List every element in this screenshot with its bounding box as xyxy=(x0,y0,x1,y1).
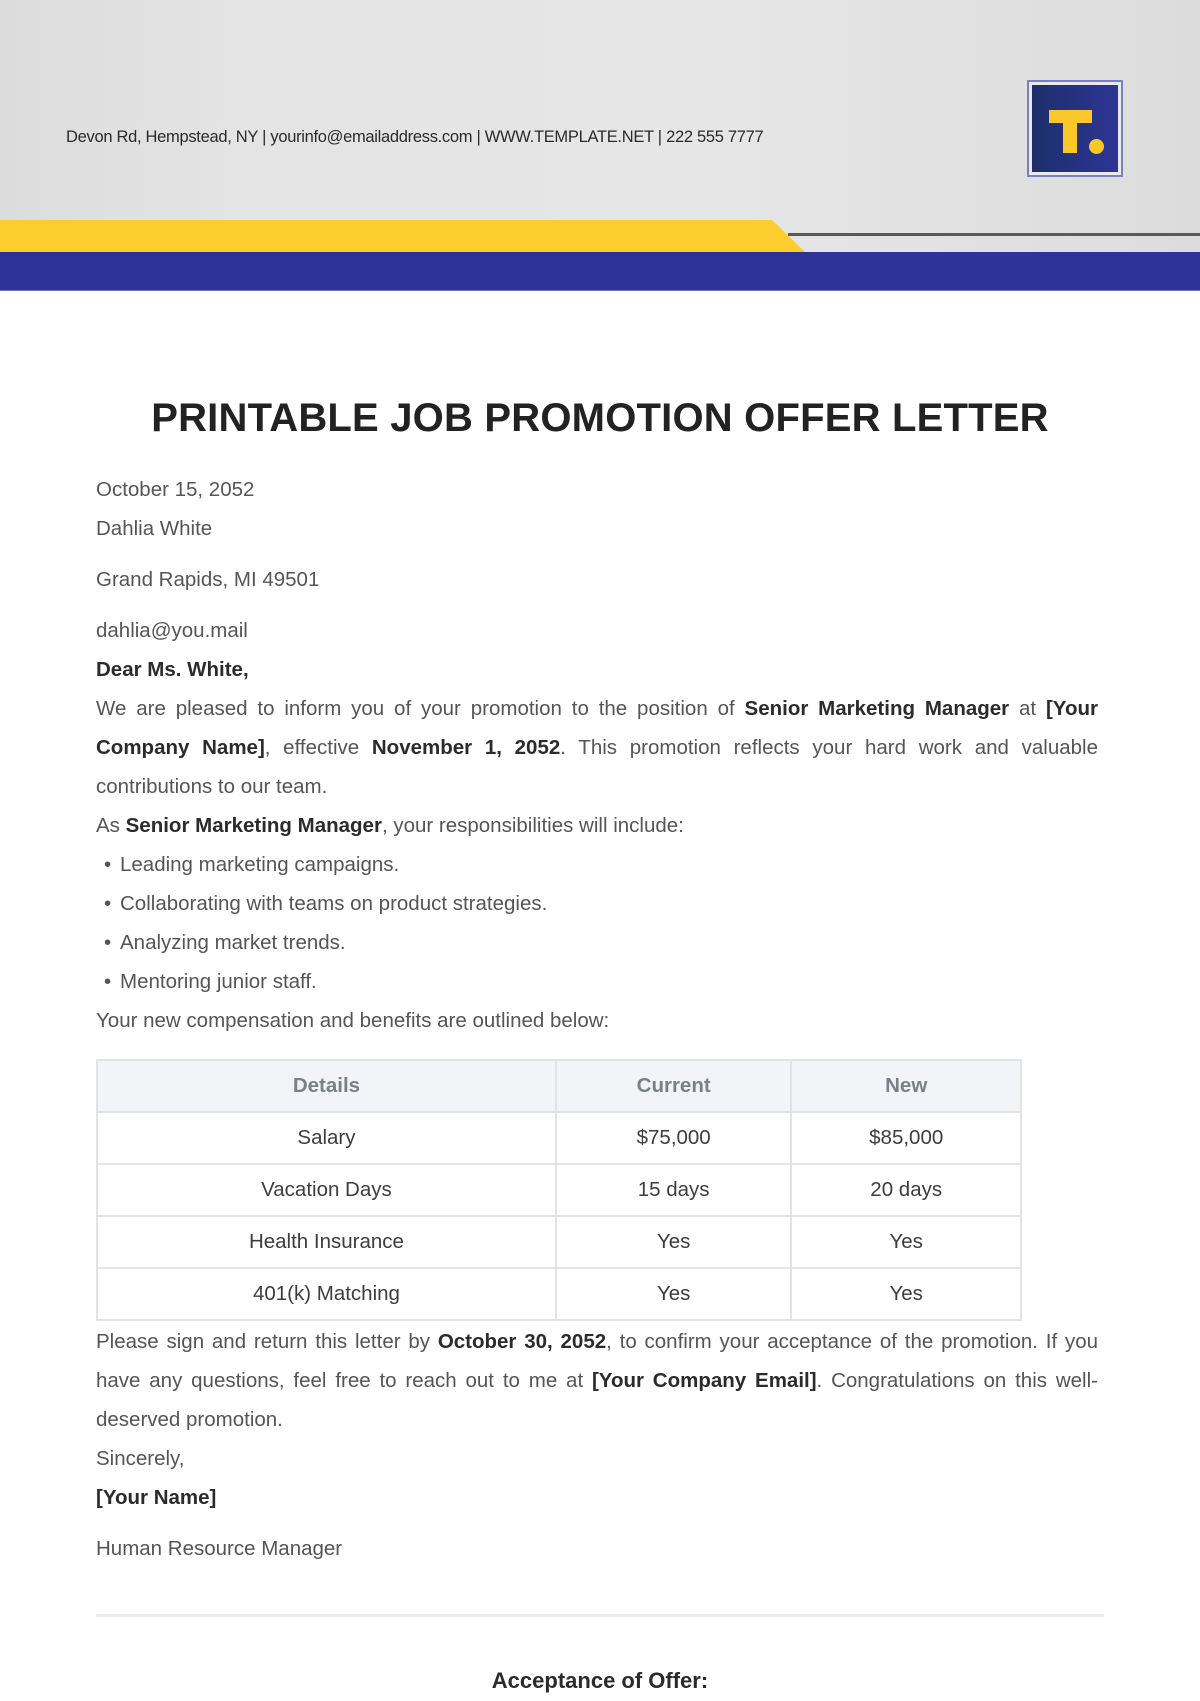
company-email: [Your Company Email] xyxy=(591,1369,817,1392)
intro-paragraph xyxy=(96,689,1098,806)
table-cell: Yes xyxy=(791,1268,1021,1320)
table-cell: Yes xyxy=(791,1216,1021,1268)
list-item xyxy=(96,923,1098,962)
table-cell: 15 days xyxy=(556,1164,792,1216)
gray-accent-line xyxy=(788,233,1200,236)
list-item xyxy=(96,962,1098,1001)
document-title: PRINTABLE JOB PROMOTION OFFER LETTER xyxy=(151,396,1049,440)
company-name: [Your Company Name] xyxy=(96,697,1098,759)
closing-text: , to confirm your acceptance of the promotion. If you have any questions, feel free to reach out to me at xyxy=(96,1330,1098,1392)
position-title: Senior Marketing Manager xyxy=(744,697,1010,720)
response-deadline: October 30, 2052 xyxy=(437,1330,607,1353)
resp-text: , your responsibilities will include: xyxy=(381,814,684,837)
column-header-details: Details xyxy=(97,1060,556,1112)
bullet-icon: • xyxy=(104,970,112,993)
recipient-name: Dahlia White xyxy=(96,517,213,540)
letterhead xyxy=(0,0,1200,291)
column-header-current: Current xyxy=(556,1060,792,1112)
closing-paragraph xyxy=(96,1322,1098,1439)
yellow-accent-band xyxy=(0,220,805,252)
logo-dot xyxy=(1089,139,1104,154)
list-item-text: Leading marketing campaigns. xyxy=(120,853,400,876)
closing-text: Please sign and return this letter by xyxy=(96,1330,438,1353)
signoff: Sincerely, xyxy=(96,1447,185,1470)
table-row xyxy=(97,1164,1021,1216)
table-header-row xyxy=(97,1060,1021,1112)
list-item-text: Mentoring junior staff. xyxy=(120,970,317,993)
blue-accent-band xyxy=(0,252,1200,291)
recipient-address: Grand Rapids, MI 49501 xyxy=(96,568,320,591)
table-cell: $85,000 xyxy=(791,1112,1021,1164)
closing-text: . Congratulations on this well-deserved promotion. xyxy=(96,1369,1098,1431)
table-cell: 401(k) Matching xyxy=(97,1268,556,1320)
intro-text: at xyxy=(1009,697,1046,720)
list-item-text: Analyzing market trends. xyxy=(120,931,346,954)
table-cell: Health Insurance xyxy=(97,1216,556,1268)
compensation-intro: Your new compensation and benefits are outlined below: xyxy=(96,1009,610,1032)
table-cell: 20 days xyxy=(791,1164,1021,1216)
list-item xyxy=(96,845,1098,884)
table-cell: Vacation Days xyxy=(97,1164,556,1216)
table-row xyxy=(97,1112,1021,1164)
bullet-icon: • xyxy=(104,892,112,915)
responsibilities-intro xyxy=(96,806,1098,845)
letter-closing xyxy=(96,1322,1098,1568)
column-header-new: New xyxy=(791,1060,1021,1112)
letter-body xyxy=(96,470,1098,1040)
responsibilities-list xyxy=(96,845,1098,1001)
bullet-icon: • xyxy=(104,931,112,954)
logo-t-stem xyxy=(1063,110,1077,153)
intro-text: , effective xyxy=(264,736,372,759)
salutation: Dear Ms. White, xyxy=(96,658,249,681)
table-cell: $75,000 xyxy=(556,1112,792,1164)
position-title: Senior Marketing Manager xyxy=(125,814,382,837)
acceptance-heading: Acceptance of Offer: xyxy=(491,1668,709,1693)
list-item-text: Collaborating with teams on product strategies. xyxy=(120,892,548,915)
section-divider xyxy=(96,1614,1104,1617)
table-cell: Yes xyxy=(556,1216,792,1268)
logo-badge xyxy=(1032,85,1118,172)
signer-name: [Your Name] xyxy=(96,1486,217,1509)
intro-text: We are pleased to inform you of your promotion to the position of xyxy=(96,697,745,720)
intro-text: . This promotion reflects your hard work and valuable contributions to our team. xyxy=(96,736,1098,798)
company-logo-icon xyxy=(1027,80,1123,177)
effective-date: November 1, 2052 xyxy=(371,736,561,759)
list-item xyxy=(96,884,1098,923)
compensation-table xyxy=(96,1059,1022,1321)
bullet-icon: • xyxy=(104,853,112,876)
recipient-email: dahlia@you.mail xyxy=(96,619,248,642)
letter-date: October 15, 2052 xyxy=(96,478,255,501)
signer-title: Human Resource Manager xyxy=(96,1537,343,1560)
table-cell: Yes xyxy=(556,1268,792,1320)
contact-info: Devon Rd, Hempstead, NY | yourinfo@emailaddress.com | WWW.TEMPLATE.NET | 222 555 7777 xyxy=(66,128,764,146)
resp-text: As xyxy=(96,814,126,837)
table-row xyxy=(97,1268,1021,1320)
table-row xyxy=(97,1216,1021,1268)
table-cell: Salary xyxy=(97,1112,556,1164)
